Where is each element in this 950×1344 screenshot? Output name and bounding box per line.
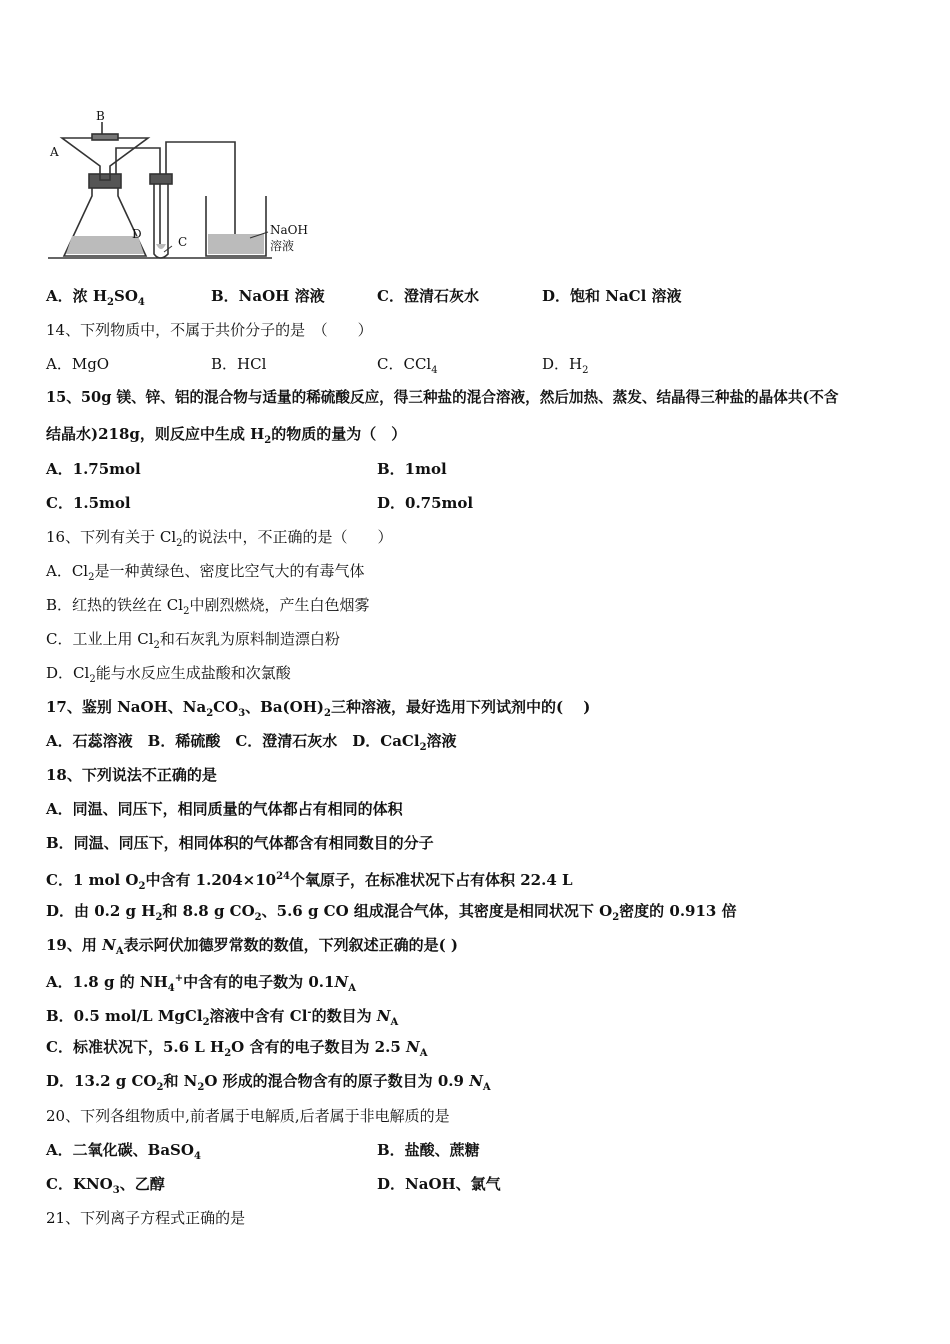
label-solution: 溶液: [270, 239, 295, 253]
label-a: A: [50, 145, 59, 159]
q19-option-d: D．13.2 g $CO_2$和 $N_2O$ 形成的混合物含有的原子数目为 0.9 $N_A$: [46, 1072, 491, 1093]
q14-option-a: A．MgO: [46, 355, 110, 373]
q13-option-c: C．澄清石灰水: [377, 287, 479, 305]
q18-option-d: D．由 0.2 g $H_2$和 8.8 g $CO_2$、5.6 g CO 组成混合气体，其密度是相同状况下 $O_2$密度的 0.913 倍: [46, 902, 737, 923]
q15-option-b: B．1mol: [377, 460, 447, 478]
q16-option-c: C．工业上用 $Cl_2$和石灰乳为原料制造漂白粉: [46, 630, 340, 651]
label-c: C: [178, 235, 188, 249]
q15-stem-line2: 结晶水)218g，则反应中生成 $H_2$的物质的量为（ ）: [46, 425, 407, 446]
q18-option-b: B．同温、同压下，相同体积的气体都含有相同数目的分子: [46, 834, 434, 852]
q18-stem: 18、下列说法不正确的是: [46, 766, 217, 784]
test-tube-solid-c: [156, 244, 166, 249]
q14-option-b: B．HCl: [211, 355, 267, 373]
q14-option-d: D．$H_2$: [542, 355, 589, 376]
delivery-tube-2: [166, 142, 235, 248]
q19-stem: 19、用 $N_A$表示阿伏加德罗常数的数值，下列叙述正确的是( ): [46, 936, 459, 957]
label-d: D: [132, 227, 142, 241]
label-b: B: [96, 109, 105, 123]
q13-option-b: B．NaOH 溶液: [211, 287, 325, 305]
q19-option-a: A．1.8 g 的 $NH_4^+$中含有的电子数为 $0.1N_A$: [46, 973, 356, 994]
q13-option-d: D．饱和 NaCl 溶液: [542, 287, 682, 305]
label-naoh: NaOH: [270, 223, 308, 237]
q18-option-a: A．同温、同压下，相同质量的气体都占有相同的体积: [46, 800, 403, 818]
q21-stem: 21、下列离子方程式正确的是: [46, 1209, 246, 1227]
q19-option-c: C．标准状况下，5.6 L $H_2O$ 含有的电子数目为 2.5 $N_A$: [46, 1038, 428, 1059]
q20-option-c: C．$KNO_3$、乙醇: [46, 1175, 165, 1196]
q20-stem: 20、下列各组物质中,前者属于电解质,后者属于非电解质的是: [46, 1107, 450, 1125]
q16-option-d: D．$Cl_2$能与水反应生成盐酸和次氯酸: [46, 664, 291, 685]
flask-stopper: [89, 174, 121, 188]
q17-options: A．石蕊溶液 B．稀硫酸 C．澄清石灰水 D．CaCl$_2$溶液: [46, 732, 457, 753]
q13-option-a: A．浓 $H_2SO_4$: [46, 287, 145, 308]
test-tube-stopper: [150, 174, 172, 184]
q16-option-a: A．$Cl_2$是一种黄绿色、密度比空气大的有毒气体: [46, 562, 365, 583]
funnel-stopcock: [92, 134, 118, 140]
q20-option-b: B．盐酸、蔗糖: [377, 1141, 480, 1159]
q14-option-c: C．CCl$_4$: [377, 355, 438, 376]
q20-option-d: D．NaOH、氯气: [377, 1175, 501, 1193]
q17-stem: 17、鉴别 NaOH、$Na_2CO_3$、$Ba(OH)_2$三种溶液，最好选用下列试剂中的( ): [46, 698, 591, 719]
apparatus-diagram: [40, 108, 320, 268]
q15-option-c: C．1.5mol: [46, 494, 131, 512]
beaker-liquid: [208, 234, 264, 254]
q15-option-d: D．0.75mol: [377, 494, 474, 512]
q16-stem: 16、下列有关于 $Cl_2$的说法中，不正确的是（ ）: [46, 528, 393, 549]
q19-option-b: B．0.5 mol/L MgCl$_2$溶液中含有 Cl-的数目为 $N_A$: [46, 1007, 399, 1028]
q16-option-b: B．红热的铁丝在 $Cl_2$中剧烈燃烧，产生白色烟雾: [46, 596, 370, 617]
q14-stem: 14、下列物质中，不属于共价分子的是 （ ）: [46, 321, 373, 339]
q20-option-a: A．二氧化碳、BaSO$_4$: [46, 1141, 201, 1162]
q15-option-a: A．1.75mol: [46, 460, 141, 478]
q15-stem-line1: 15、50g 镁、锌、铝的混合物与适量的稀硫酸反应，得三种盐的混合溶液，然后加热、蒸发、结晶得三种盐的晶体共(不含: [46, 389, 839, 406]
q18-option-c: C．1 mol $O_2$中含有 $1.204\times 10^{24}$个氧原子，在标准状况下占有体积 22.4 L: [46, 871, 573, 892]
